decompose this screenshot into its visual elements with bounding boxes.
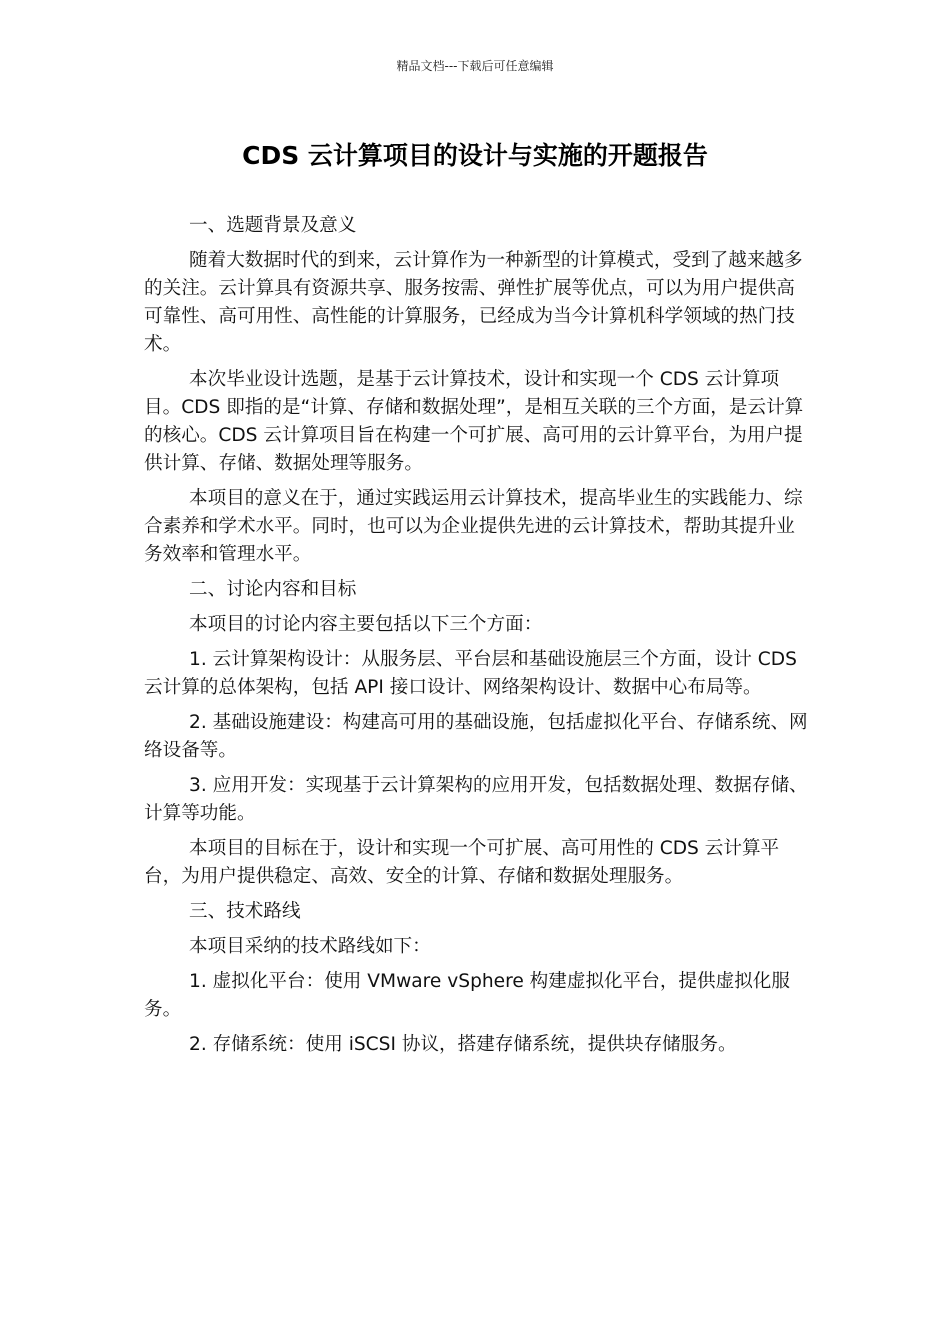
paragraph: 本次毕业设计选题，是基于云计算技术，设计和实现一个 CDS 云计算项目。CDS 即指的是“计算、存储和数据处理”，是相互关联的三个方面，是云计算的核心。CDS 云计算项目旨在构建一个可扩展、高可用的云计算平台，为用户提供计算、存储、数据处理等服务。 [144,369,804,474]
list-item: 1. 云计算架构设计：从服务层、平台层和基础设施层三个方面，设计 CDS 云计算的总体架构，包括 API 接口设计、网络架构设计、数据中心布局等。 [144,649,797,698]
list-item: 3. 应用开发：实现基于云计算架构的应用开发，包括数据处理、数据存储、计算等功能。 [144,775,808,824]
list-item: 2. 存储系统：使用 iSCSI 协议，搭建存储系统，提供块存储服务。 [189,1034,737,1055]
list-item: 2. 基础设施建设：构建高可用的基础设施，包括虚拟化平台、存储系统、网络设备等。 [144,712,808,761]
list-item: 1. 虚拟化平台：使用 VMware vSphere 构建虚拟化平台，提供虚拟化服务。 [144,971,790,1020]
document-body [144,212,808,1066]
document-title: CDS 云计算项目的设计与实施的开题报告 [242,141,708,170]
paragraph: 本项目的意义在于，通过实践运用云计算技术，提高毕业生的实践能力、综合素养和学术水平。同时，也可以为企业提供先进的云计算技术，帮助其提升业务效率和管理水平。 [144,488,803,565]
section-heading-technical-route: 三、技术路线 [189,901,301,922]
paragraph: 本项目采纳的技术路线如下： [189,936,431,957]
section-heading-background: 一、选题背景及意义 [189,215,357,236]
section-heading-content: 二、讨论内容和目标 [189,579,357,600]
paragraph: 本项目的讨论内容主要包括以下三个方面： [189,614,543,635]
page-header: 精品文档---下载后可任意编辑 [396,59,554,73]
paragraph: 随着大数据时代的到来，云计算作为一种新型的计算模式，受到了越来越多的关注。云计算具有资源共享、服务按需、弹性扩展等优点，可以为用户提供高可靠性、高可用性、高性能的计算服务，已经成为当今计算机科学领域的热门技术。 [144,250,803,355]
paragraph: 本项目的目标在于，设计和实现一个可扩展、高可用性的 CDS 云计算平台，为用户提供稳定、高效、安全的计算、存储和数据处理服务。 [144,838,780,887]
